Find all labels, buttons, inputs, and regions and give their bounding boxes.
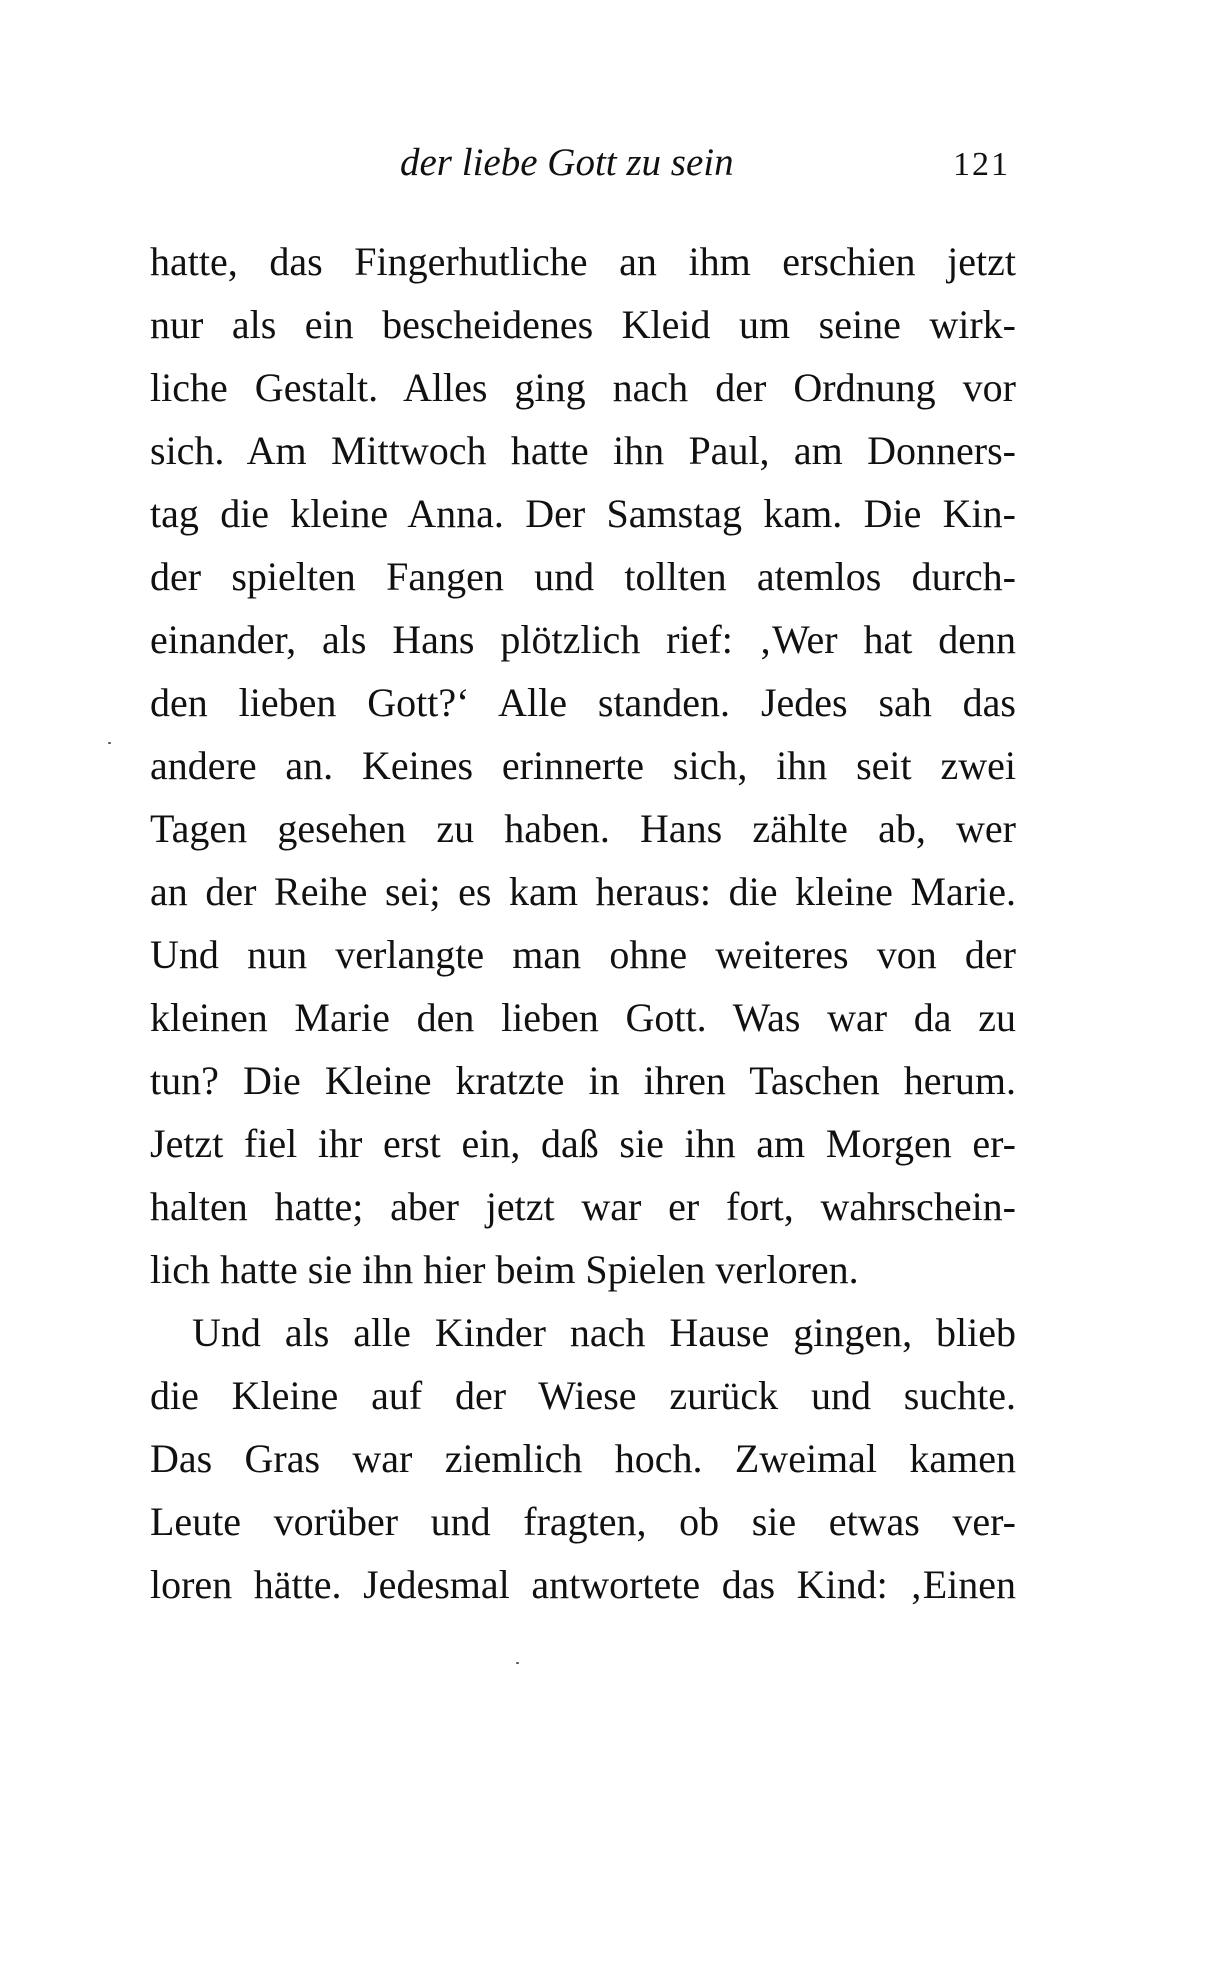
text-line: Und als alle Kinder nach Hause gingen, blieb — [192, 1310, 1016, 1355]
scan-speck — [108, 742, 111, 744]
scan-speck — [516, 1662, 519, 1664]
page-number: 121 — [953, 146, 1010, 183]
text-line: Tagen gesehen zu haben. Hans zählte ab, wer — [150, 806, 1016, 851]
text-line: tag die kleine Anna. Der Samstag kam. Die Kin- — [150, 491, 1016, 536]
text-line: nur als ein bescheidenes Kleid um seine wirk- — [150, 302, 1016, 347]
text-line: kleinen Marie den lieben Gott. Was war da zu — [150, 995, 1016, 1040]
text-line: Leute vorüber und fragten, ob sie etwas ver- — [150, 1499, 1016, 1544]
running-header — [150, 138, 1016, 188]
text-line: die Kleine auf der Wiese zurück und suchte. — [150, 1373, 1016, 1418]
text-line: einander, als Hans plötzlich rief: ‚Wer hat denn — [150, 617, 1016, 662]
text-line: tun? Die Kleine kratzte in ihren Taschen herum. — [150, 1058, 1016, 1103]
text-line: andere an. Keines erinnerte sich, ihn seit zwei — [150, 743, 1016, 788]
paragraph-1 — [150, 230, 1016, 1301]
text-line: Und nun verlangte man ohne weiteres von der — [150, 932, 1016, 977]
text-line: loren hätte. Jedesmal antwortete das Kind: ‚Einen — [150, 1562, 1016, 1607]
text-line: den lieben Gott?‘ Alle standen. Jedes sah das — [150, 680, 1016, 725]
text-line: lich hatte sie ihn hier beim Spielen verloren. — [150, 1247, 859, 1292]
text-line: sich. Am Mittwoch hatte ihn Paul, am Donners- — [150, 428, 1016, 473]
text-line: Jetzt fiel ihr erst ein, daß sie ihn am Morgen er- — [150, 1121, 1016, 1166]
text-line: der spielten Fangen und tollten atemlos durch- — [150, 554, 1016, 599]
body-text — [150, 230, 1016, 1616]
text-line: halten hatte; aber jetzt war er fort, wahrschein- — [150, 1184, 1016, 1229]
text-line: Das Gras war ziemlich hoch. Zweimal kamen — [150, 1436, 1016, 1481]
paragraph-2 — [150, 1301, 1016, 1616]
text-line: liche Gestalt. Alles ging nach der Ordnung vor — [150, 365, 1016, 410]
text-line: hatte, das Fingerhutliche an ihm erschien jetzt — [150, 239, 1016, 284]
text-line: an der Reihe sei; es kam heraus: die kleine Marie. — [150, 869, 1016, 914]
running-title: der liebe Gott zu sein — [400, 141, 734, 184]
